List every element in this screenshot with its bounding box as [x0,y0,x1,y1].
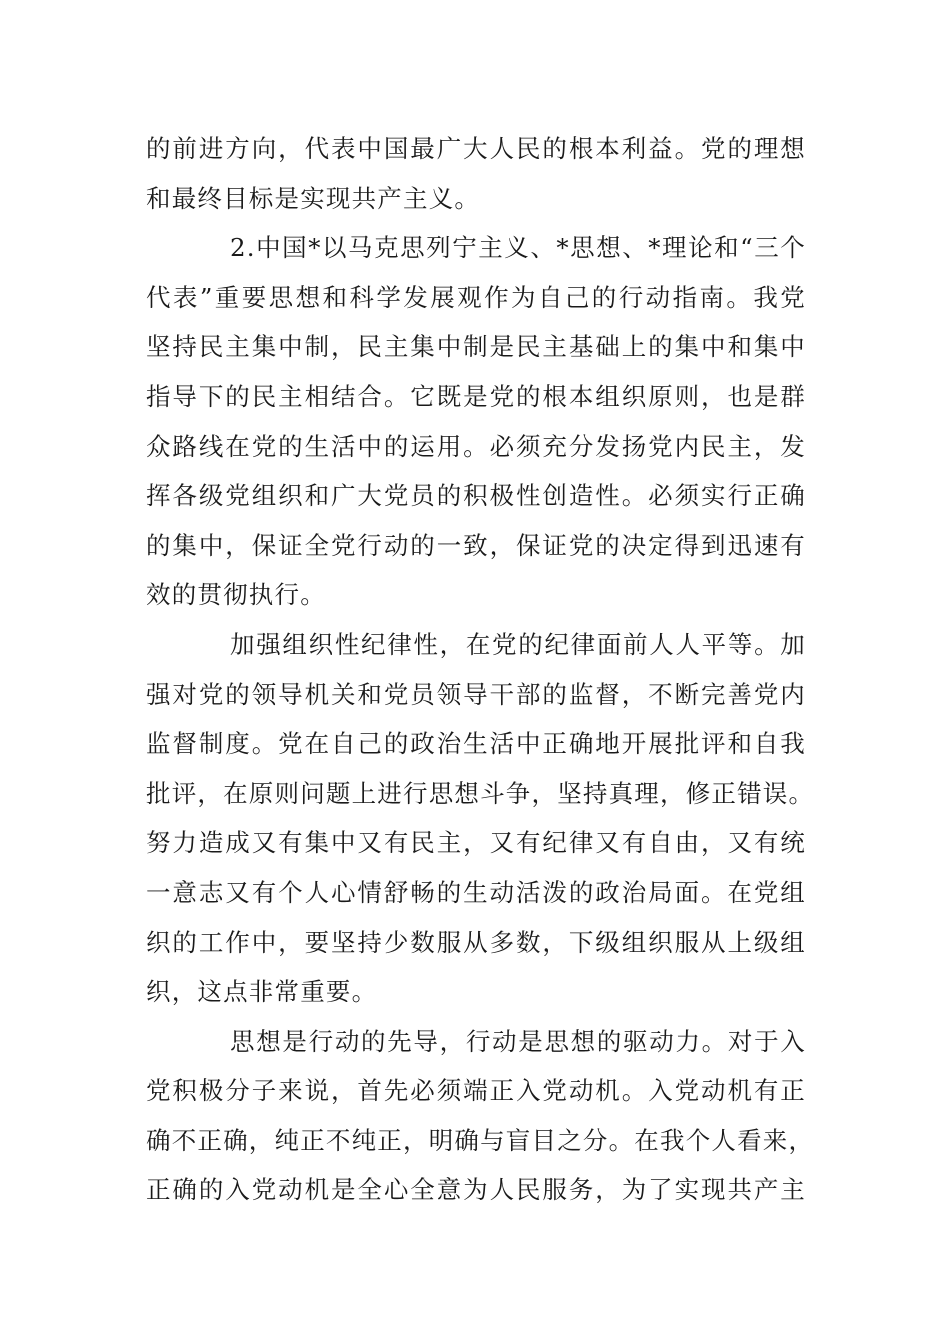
text-line: 的集中，保证全党行动的一致，保证党的决定得到迅速有 [146,530,806,560]
text-line: 一意志又有个人心情舒畅的生动活泼的政治局面。在党组 [146,877,806,907]
paragraph-start-line: 思想是行动的先导，行动是思想的驱动力。对于入 [230,1026,806,1056]
text-line: 努力造成又有集中又有民主，又有纪律又有自由，又有统 [146,828,806,858]
text-line: 正确的入党动机是全心全意为人民服务，为了实现共产主 [146,1175,806,1205]
document-body [146,124,815,1215]
text-line: 挥各级党组织和广大党员的积极性创造性。必须实行正确 [146,481,806,511]
text-line: 确不正确，纯正不纯正，明确与盲目之分。在我个人看来， [146,1125,815,1155]
text-line: 指导下的民主相结合。它既是党的根本组织原则，也是群 [146,381,806,411]
text-line: 众路线在党的生活中的运用。必须充分发扬党内民主，发 [146,431,806,461]
text-line: 的前进方向，代表中国最广大人民的根本利益。党的理想 [146,134,806,163]
text-line: 织，这点非常重要。 [146,977,378,1007]
text-line: 和最终目标是实现共产主义。 [146,183,481,213]
paragraph-start-line: 2.中国*以马克思列宁主义、*思想、*理论和“三个 [230,233,806,263]
text-line: 强对党的领导机关和党员领导干部的监督，不断完善党内 [146,679,806,709]
text-line: 监督制度。党在自己的政治生活中正确地开展批评和自我 [146,729,806,759]
text-line: 坚持民主集中制，民主集中制是民主基础上的集中和集中 [146,332,806,362]
text-line: 代表”重要思想和科学发展观作为自己的行动指南。我党 [146,282,806,312]
text-line: 党积极分子来说，首先必须端正入党动机。入党动机有正 [146,1076,806,1106]
text-line: 织的工作中，要坚持少数服从多数，下级组织服从上级组 [146,927,806,957]
text-line: 效的贯彻执行。 [146,580,326,610]
paragraph-start-line: 加强组织性纪律性，在党的纪律面前人人平等。加 [230,629,806,659]
text-line: 批评，在原则问题上进行思想斗争，坚持真理，修正错误。 [146,778,815,808]
